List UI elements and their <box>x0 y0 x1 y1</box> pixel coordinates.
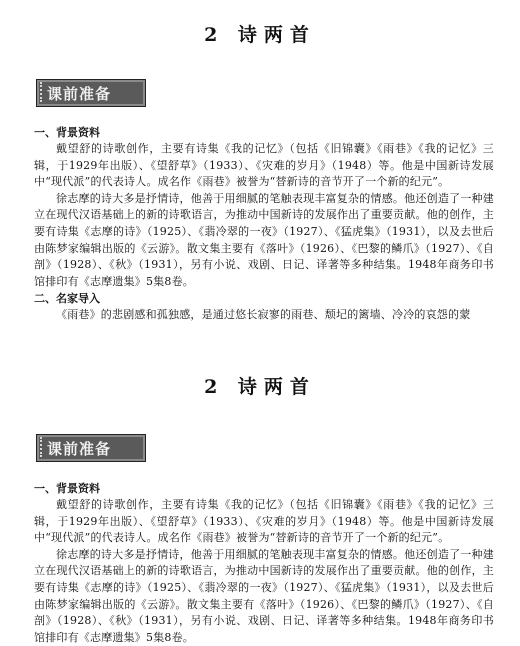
banner-dots-decoration <box>40 437 46 457</box>
section-heading-background: 一、背景资料 <box>34 482 100 495</box>
chapter-title: 2 诗两首 <box>204 24 316 46</box>
section-heading-background: 一、背景资料 <box>34 126 100 139</box>
section-heading-famous: 二、名家导入 <box>34 292 100 306</box>
body-text <box>34 124 494 324</box>
banner-label: 课前准备 <box>47 85 112 103</box>
paragraph-xu-zhimo: 徐志摩的诗大多是抒情诗，他善于用细腻的笔触表现丰富复杂的情感。他还创造了一种建立在现代汉语基础上的新的诗歌语言，为推动中国新诗的发展作出了重要贡献。他的创作，主要有诗集《志摩的诗》（1925）、《翡冷翠的一夜》（1927）、《猛虎集》（1931），以及去世后由陈梦家编辑出版的《云游》。散文集主要有《落叶》（1926）、《巴黎的鳞爪》（1927）、《自剖》（1928）、《秋》（1931），另有小说、戏剧、日记、译著等多种结集。1948年商务印书馆排印有《志摩遗集》5集8卷。 <box>34 547 494 644</box>
chapter-title: 2 诗两首 <box>204 376 316 398</box>
body-text <box>34 480 494 646</box>
paragraph-dai-wangshu: 戴望舒的诗歌创作，主要有诗集《我的记忆》（包括《旧锦囊》《雨巷》《我的记忆》三辑，于1929年出版）、《望舒草》（1933）、《灾难的岁月》（1948）等。他是中国新诗发展中“现代派”的代表诗人。成名作《雨巷》被誉为“替新诗的音节开了一个新的纪元”。 <box>34 498 494 545</box>
banner-label: 课前准备 <box>47 440 112 458</box>
banner-dots-decoration <box>40 82 46 102</box>
lesson-prep-banner <box>36 79 146 107</box>
paragraph-yuxiang: 《雨巷》的悲剧感和孤独感，是通过悠长寂寥的雨巷、颓圮的篱墙、冷冷的哀怨的蒙 <box>56 308 471 322</box>
lesson-prep-banner <box>36 434 146 462</box>
paragraph-dai-wangshu: 戴望舒的诗歌创作，主要有诗集《我的记忆》（包括《旧锦囊》《雨巷》《我的记忆》三辑，于1929年出版）、《望舒草》（1933）、《灾难的岁月》（1948）等。他是中国新诗发展中“现代派”的代表诗人。成名作《雨巷》被誉为“替新诗的音节开了一个新的纪元”。 <box>34 142 494 189</box>
paragraph-xu-zhimo: 徐志摩的诗大多是抒情诗，他善于用细腻的笔触表现丰富复杂的情感。他还创造了一种建立在现代汉语基础上的新的诗歌语言，为推动中国新诗的发展作出了重要贡献。他的创作，主要有诗集《志摩的诗》（1925）、《翡冷翠的一夜》（1927）、《猛虎集》（1931），以及去世后由陈梦家编辑出版的《云游》。散文集主要有《落叶》（1926）、《巴黎的鳞爪》（1927）、《自剖》（1928）、《秋》（1931），另有小说、戏剧、日记、译著等多种结集。1948年商务印书馆排印有《志摩遗集》5集8卷。 <box>34 191 494 288</box>
